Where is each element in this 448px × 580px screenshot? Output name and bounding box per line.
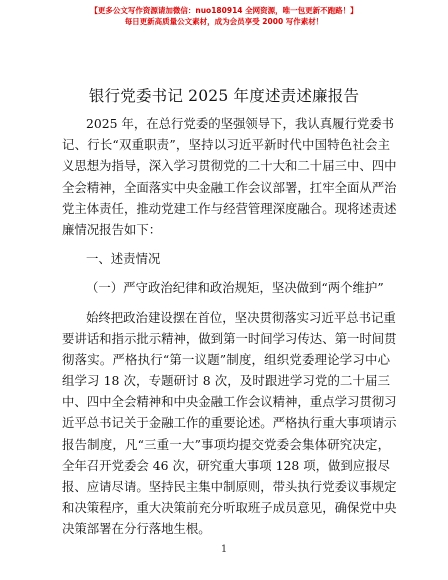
document-title: 银行党委书记 2025 年度述责述廉报告 bbox=[88, 87, 360, 105]
paragraph-intro bbox=[62, 113, 397, 240]
text-line: 全年召开党委会 46 次，研究重大事项 128 项，做到应报尽 bbox=[62, 457, 390, 473]
paragraph-political bbox=[62, 307, 397, 540]
text-line: 要讲话和指示批示精神，做到第一时间学习传达、第一时间贯 bbox=[62, 330, 397, 346]
text-line: 近平总书记关于金融工作的重要论述。严格执行重大事项请示 bbox=[62, 415, 397, 431]
promo-banner-line-2: 每日更新高质量公文素材，成为会员享受 2000 写作素材！ bbox=[124, 17, 324, 26]
text-line: 决策部署在分行落地生根。 bbox=[62, 521, 211, 537]
document-body bbox=[62, 113, 397, 540]
text-line: 组学习 18 次，专题研讨 8 次，及时跟进学习党的二十届三 bbox=[62, 373, 390, 389]
subheading: （一）严守政治纪律和政治规矩，坚决做到“两个维护” bbox=[86, 280, 384, 296]
text-line: 报、应请尽请。坚持民主集中制原则，带头执行党委议事规定 bbox=[62, 479, 397, 494]
promo-banner bbox=[0, 5, 448, 27]
text-line: 记、行长“双重职责”，坚持以习近平新时代中国特色社会主 bbox=[62, 137, 390, 153]
promo-banner-line-1: 【更多公文写作资源请加微信：nuo180914 全网资源，唯一包更新不跑路！】 bbox=[90, 6, 358, 15]
text-line: 始终把政治建设摆在首位，坚决贯彻落实习近平总书记重 bbox=[86, 309, 396, 325]
text-line: 2025 年，在总行党委的坚强领导下，我认真履行党委书 bbox=[86, 116, 395, 131]
text-line: 和决策程序，重大决策前充分听取班子成员意见，确保党中央 bbox=[62, 500, 397, 516]
text-line: 中、四中全会精神和中央金融工作会议精神，重点学习贯彻习 bbox=[62, 394, 397, 410]
text-line: 报告制度，凡“三重一大”事项均提交党委会集体研究决定， bbox=[62, 436, 390, 452]
section-heading: 一、述责情况 bbox=[86, 251, 161, 267]
text-line: 义思想为指导，深入学习贯彻党的二十大和二十届三中、四中 bbox=[62, 158, 397, 174]
text-line: 全会精神，全面落实中央金融工作会议部署，扛牢全面从严治 bbox=[62, 179, 397, 195]
text-line: 廉情况报告如下： bbox=[62, 221, 162, 237]
text-line: 彻落实。严格执行“第一议题”制度，组织党委理论学习中心 bbox=[62, 351, 390, 367]
text-line: 党主体责任，推动党建工作与经营管理深度融合。现将述责述 bbox=[62, 200, 397, 216]
page-number: 1 bbox=[220, 544, 228, 555]
